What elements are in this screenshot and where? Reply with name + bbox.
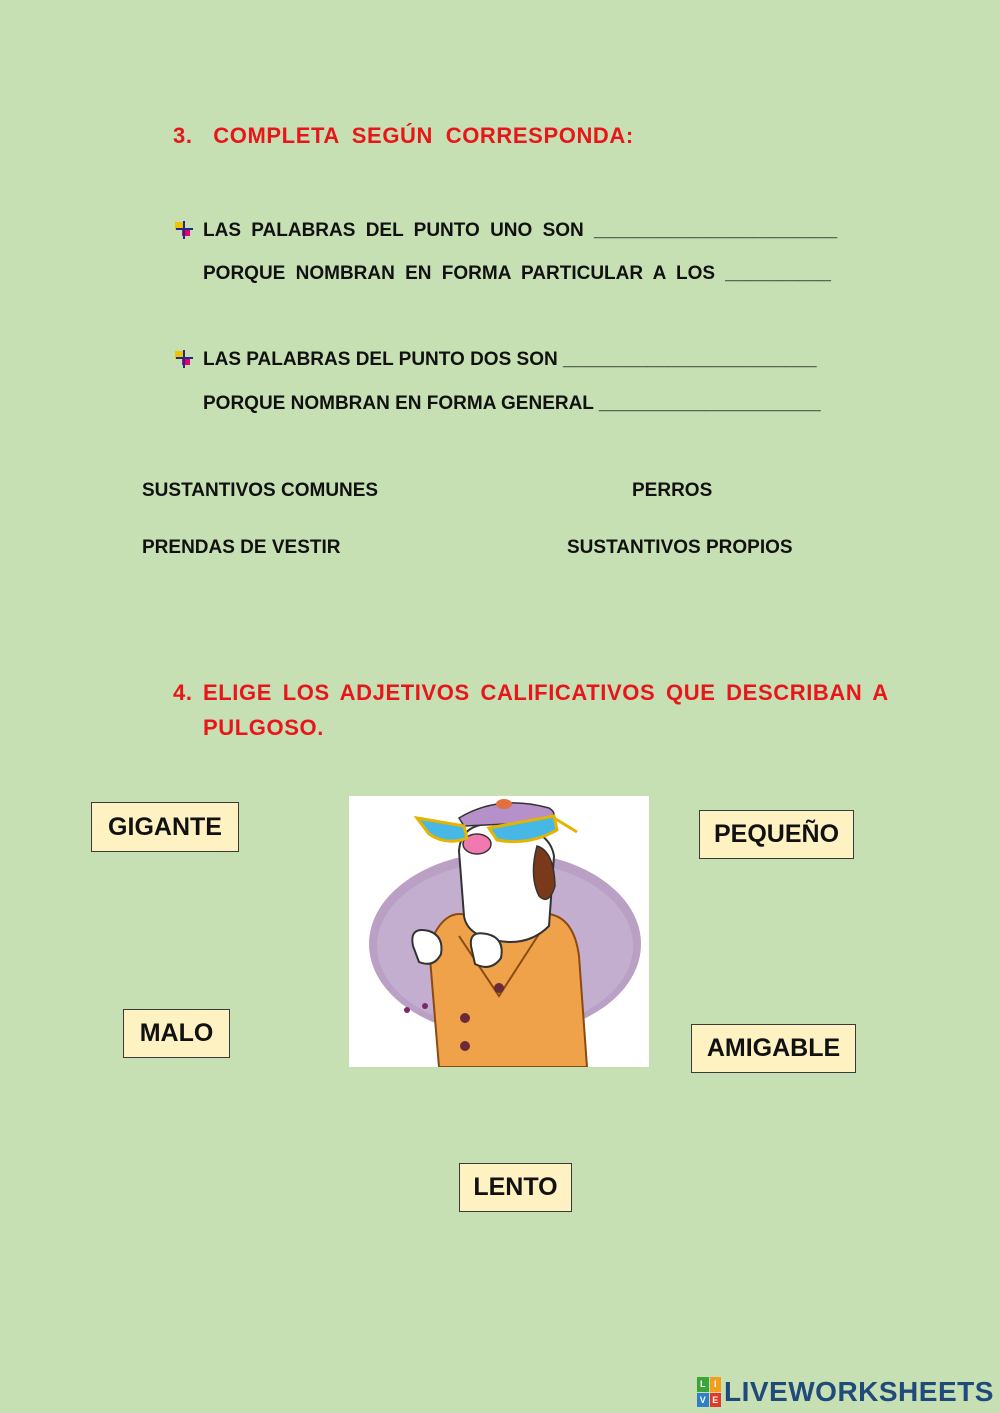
- section-4-heading: [173, 680, 889, 741]
- liveworksheets-logo: [697, 1375, 997, 1409]
- item2-line1: LAS PALABRAS DEL PUNTO DOS SON ________________________: [203, 349, 817, 370]
- adjective-lento[interactable]: LENTO: [459, 1163, 572, 1212]
- logo-text: LIVEWORKSHEETS: [724, 1376, 994, 1407]
- section-3-title: COMPLETA SEGÚN CORRESPONDA:: [213, 123, 634, 148]
- item1-line1: LAS PALABRAS DEL PUNTO UNO SON _______________________: [203, 220, 838, 241]
- bullet-icon: [173, 349, 195, 369]
- bullet-icon: [173, 220, 195, 240]
- section-3-number: 3.: [173, 123, 193, 148]
- adjective-malo[interactable]: MALO: [123, 1009, 230, 1058]
- adjective-pequeno[interactable]: PEQUEÑO: [699, 810, 854, 859]
- option-sustantivos-propios: SUSTANTIVOS PROPIOS: [567, 537, 793, 558]
- section-4-number: 4.: [173, 680, 193, 705]
- section-3-heading: [173, 123, 634, 149]
- adjective-amigable[interactable]: AMIGABLE: [691, 1024, 856, 1073]
- pulgoso-illustration: [349, 796, 649, 1067]
- adjective-gigante[interactable]: GIGANTE: [91, 802, 239, 852]
- section-4-title-line1: ELIGE LOS ADJETIVOS CALIFICATIVOS QUE DESCRIBAN A: [203, 680, 889, 705]
- section-4-title-line2: PULGOSO.: [203, 715, 324, 740]
- item1-line2: PORQUE NOMBRAN EN FORMA PARTICULAR A LOS __________: [203, 263, 831, 284]
- cartoon-dog-detective-illustration-icon: [349, 796, 649, 1067]
- item2-line2: PORQUE NOMBRAN EN FORMA GENERAL _____________________: [203, 393, 821, 414]
- option-sustantivos-comunes: SUSTANTIVOS COMUNES: [142, 480, 379, 501]
- option-perros: PERROS: [632, 480, 713, 501]
- live-badge-icon: L I V E: [697, 1377, 721, 1407]
- option-prendas-de-vestir: PRENDAS DE VESTIR: [142, 537, 341, 558]
